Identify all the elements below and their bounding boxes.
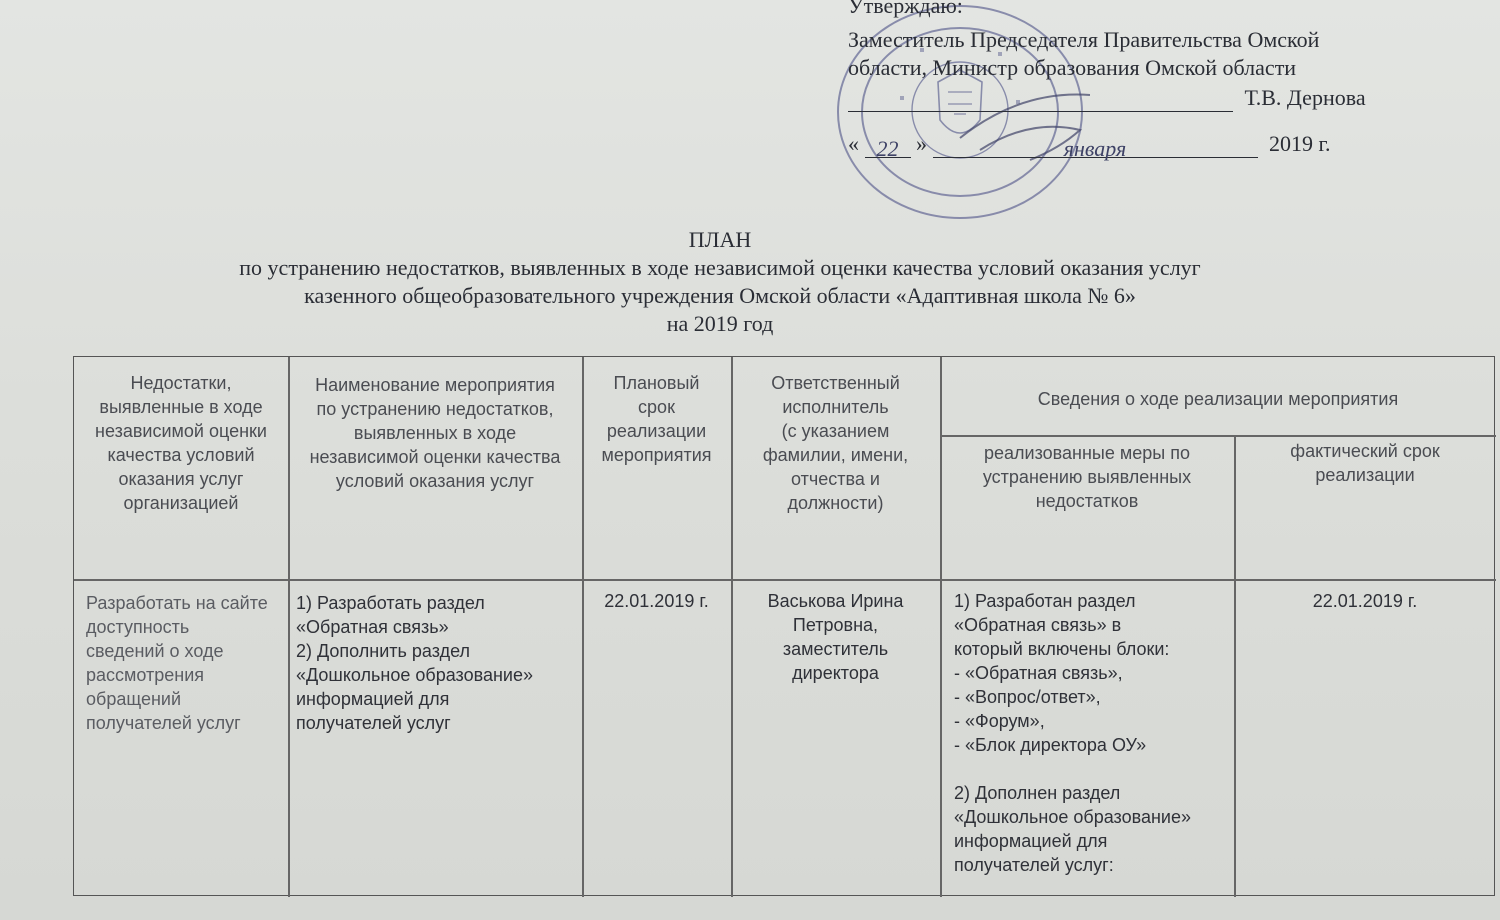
- date-close-quote: »: [916, 131, 927, 156]
- header-planned-date: Плановый срок реализации мероприятия: [601, 373, 712, 465]
- signature-line: [848, 89, 1233, 112]
- header-responsible: Ответственный исполнитель (с указанием фамилии, имени, отчества и должности): [762, 373, 909, 513]
- header-measure-name: Наименование мероприятия по устранению недостатков, выявленных в ходе независимой оценки качества условий оказания услуг: [309, 375, 561, 491]
- header-implemented-measures: реализованные меры по устранению выявленных недостатков: [982, 443, 1192, 511]
- approver-position-line1: Заместитель Председателя Правительства Омской: [848, 27, 1320, 52]
- date-row: [848, 130, 1331, 161]
- approval-block: [848, 0, 1448, 161]
- row1-measure: 1) Разработать раздел «Обратная связь» 2) Дополнить раздел «Дошкольное образование» информацией для получателей услуг: [296, 593, 533, 733]
- row1-shortcoming: Разработать на сайте доступность сведений о ходе рассмотрения обращений получателей услуг: [86, 593, 268, 733]
- date-day: 22: [865, 135, 911, 158]
- approve-word: Утверждаю:: [848, 0, 963, 18]
- title-line-4: на 2019 год: [666, 311, 774, 336]
- row1-responsible: Васькова Ирина Петровна, заместитель директора: [767, 591, 904, 683]
- row1-planned-date: 22.01.2019 г.: [604, 591, 709, 611]
- plan-table: [73, 356, 1495, 896]
- date-month: января: [933, 135, 1258, 158]
- row1-implemented-measures: 1) Разработан раздел «Обратная связь» в который включены блоки: - «Обратная связь», - «Вопрос/ответ», - «Форум», - «Блок директора ОУ» 2) Дополнен раздел «Дошкольное образование» информацией для получателей услуг:: [954, 591, 1191, 875]
- date-year: 2019 г.: [1269, 131, 1331, 156]
- title-line-3: казенного общеобразовательного учреждения Омской области «Адаптивная школа № 6»: [304, 283, 1136, 308]
- document-title: [0, 226, 1440, 338]
- title-line-2: по устранению недостатков, выявленных в ходе независимой оценки качества условий оказания услуг: [239, 255, 1201, 280]
- header-actual-date: фактический срок реализации: [1290, 441, 1440, 485]
- date-open-quote: «: [848, 131, 859, 156]
- header-implementation-info: Сведения о ходе реализации мероприятия: [1037, 389, 1399, 409]
- signer-name: Т.В. Дернова: [1244, 85, 1366, 110]
- header-shortcomings: Недостатки, выявленные в ходе независимой оценки качества условий оказания услуг организацией: [95, 373, 267, 513]
- signature-row: [848, 84, 1366, 112]
- title-line-1: ПЛАН: [688, 227, 752, 252]
- approver-position-line2: области, Министр образования Омской области: [848, 55, 1297, 80]
- row1-actual-date: 22.01.2019 г.: [1312, 591, 1418, 611]
